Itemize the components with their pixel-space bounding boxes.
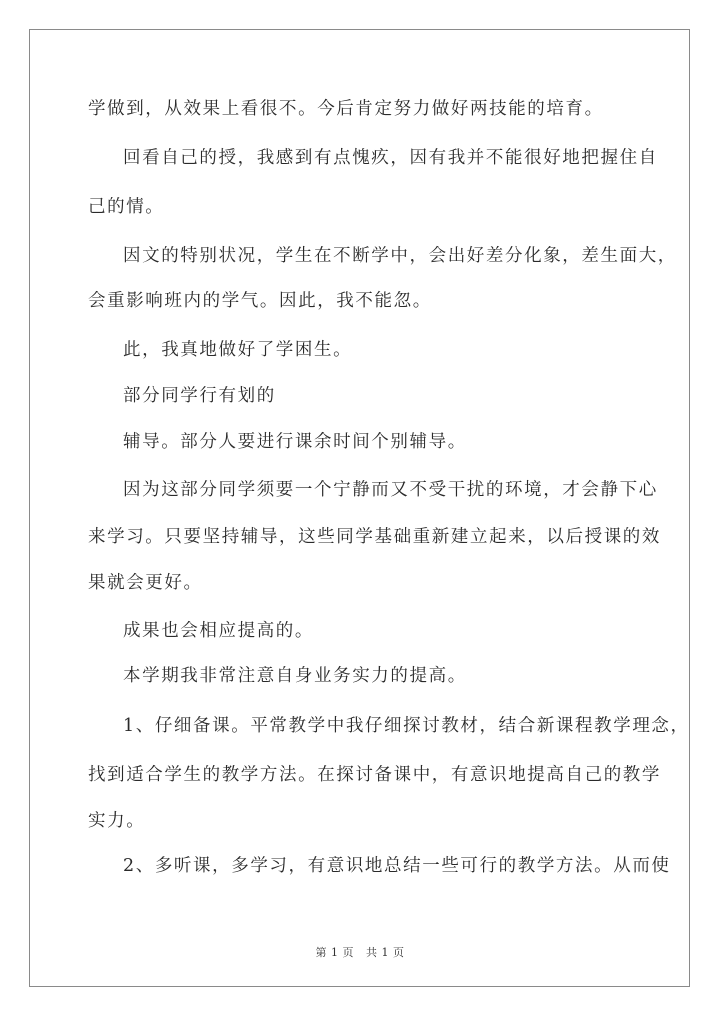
text-line: 成果也会相应提高的。 [123, 621, 314, 641]
text-line: 果就会更好。 [88, 573, 203, 593]
page-border [29, 29, 690, 987]
text-line: 来学习。只要坚持辅导，这些同学基础重新建立起来，以后授课的效 [88, 527, 661, 547]
text-line: 部分同学行有划的 [123, 386, 276, 406]
text-line: 1、仔细备课。平常教学中我仔细探讨教材，结合新课程教学理念， [123, 716, 690, 736]
text-line: 学做到，从效果上看很不。今后肯定努力做好两技能的培育。 [88, 99, 604, 119]
page-total: 共 1 页 [366, 946, 405, 959]
page-number: 第 1 页 [315, 946, 354, 959]
text-line: 回看自己的授，我感到有点愧疚，因有我并不能很好地把握住自 [123, 148, 658, 168]
page-footer [0, 944, 720, 960]
text-line: 本学期我非常注意自身业务实力的提高。 [123, 666, 467, 686]
text-line: 辅导。部分人要进行课余时间个别辅导。 [123, 432, 467, 452]
text-line: 找到适合学生的教学方法。在探讨备课中，有意识地提高自己的教学 [88, 765, 661, 785]
text-line: 会重影响班内的学气。因此，我不能忽。 [88, 291, 432, 311]
text-line: 此，我真地做好了学困生。 [123, 340, 353, 360]
text-line: 因文的特别状况，学生在不断学中，会出好差分化象，差生面大， [123, 246, 677, 266]
text-line: 己的情。 [88, 197, 165, 217]
text-line: 因为这部分同学须要一个宁静而又不受干扰的环境，才会静下心 [123, 480, 658, 500]
text-line: 实力。 [88, 811, 146, 831]
text-line: 2、多听课，多学习，有意识地总结一些可行的教学方法。从而使 [123, 856, 671, 876]
